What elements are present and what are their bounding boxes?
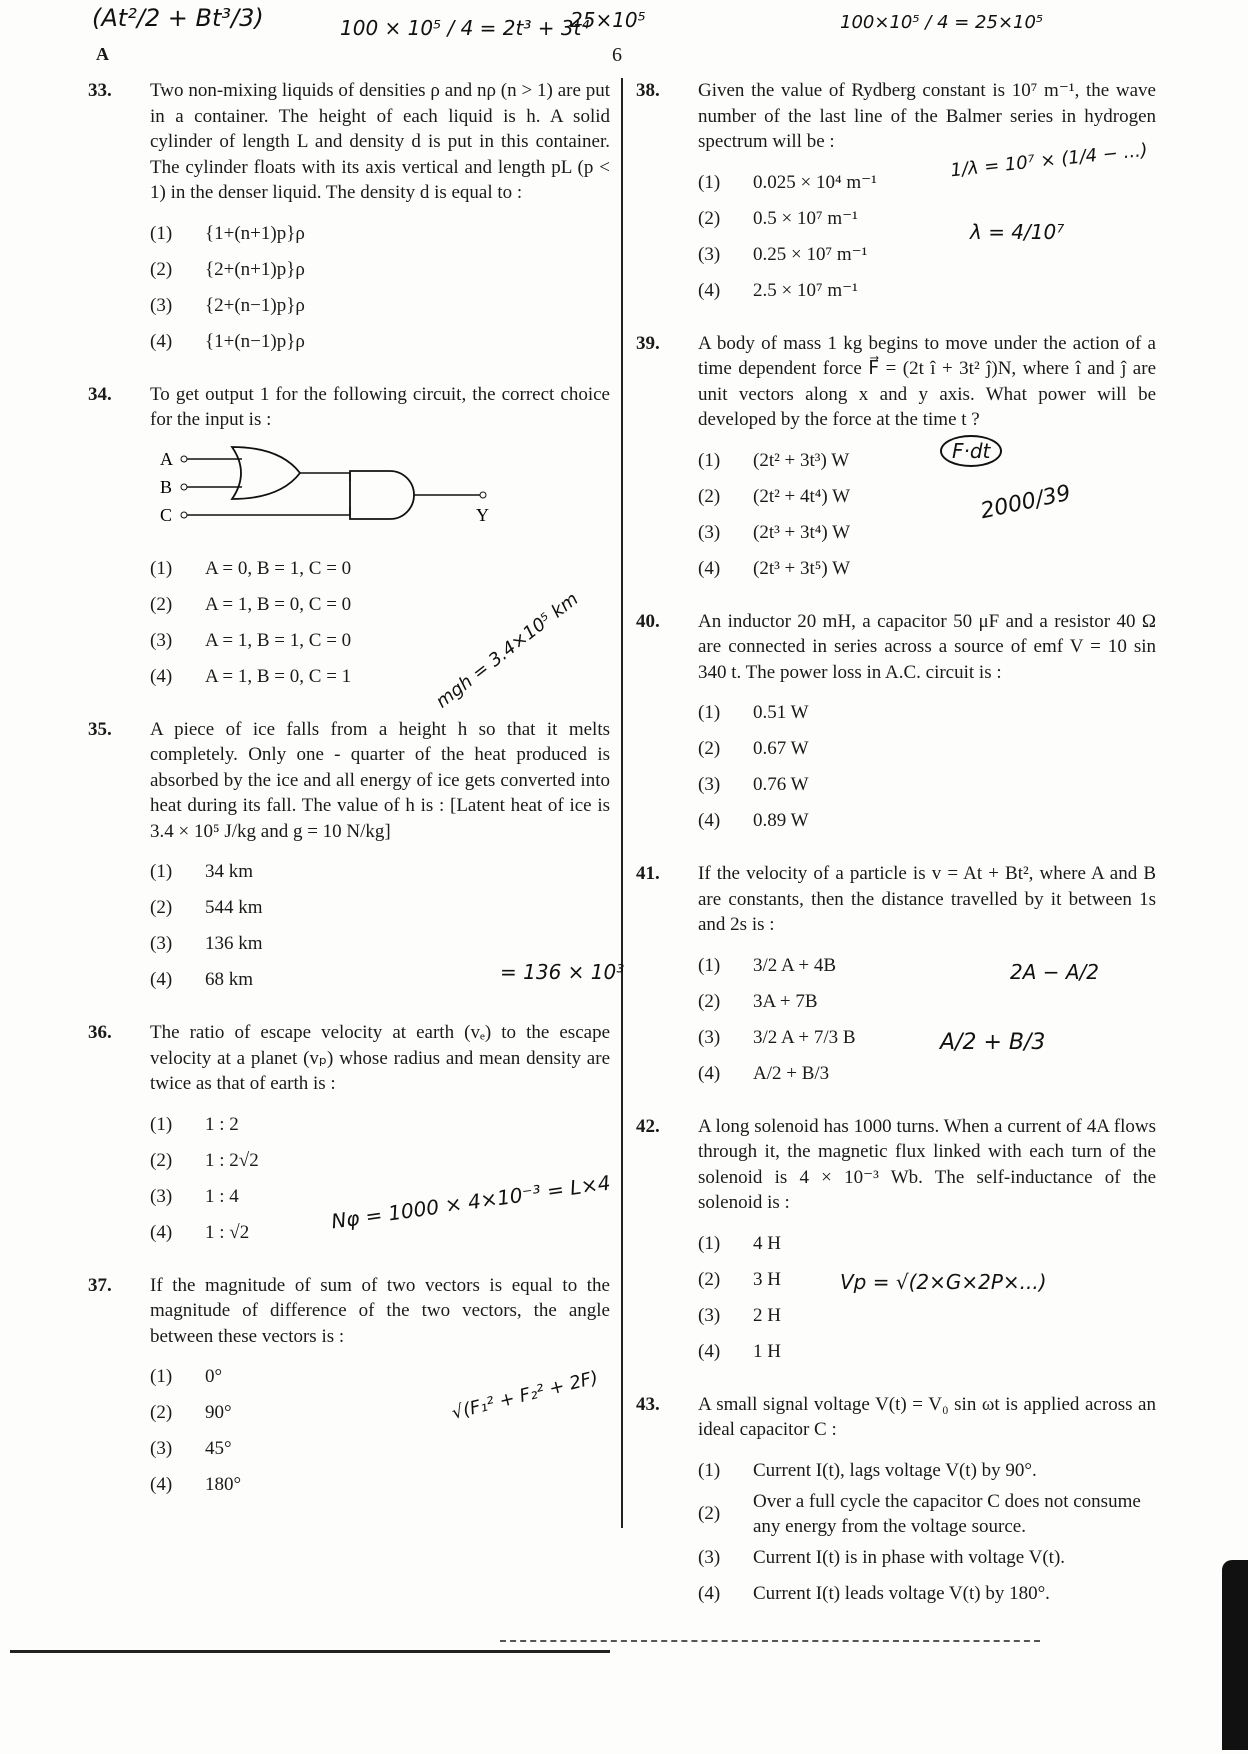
option-4[interactable]: (4) {1+(n−1)p}ρ: [150, 330, 305, 352]
options: [150, 1107, 610, 1251]
options: [698, 695, 1156, 839]
question-number: 34.: [88, 383, 112, 405]
handwritten-note-q36: Nφ = 1000 × 4×10⁻³ = L×4: [329, 1170, 612, 1234]
question-39: [636, 331, 1156, 587]
handwritten-note-top-right: 25×10⁵: [570, 8, 646, 32]
question-number: 33.: [88, 80, 112, 101]
option-3[interactable]: (3) {2+(n−1)p}ρ: [150, 294, 305, 316]
option-3[interactable]: (3) (2t³ + 3t⁴) W: [698, 521, 851, 543]
option-4[interactable]: (4) A/2 + B/3: [698, 1062, 830, 1084]
option-3[interactable]: (3) 1 : 4: [150, 1185, 239, 1207]
option-1[interactable]: (1) 34 km: [150, 861, 254, 883]
option-4[interactable]: (4) 180°: [150, 1474, 242, 1496]
options: [698, 165, 1156, 309]
logic-circuit-diagram: [150, 441, 610, 541]
question-number: 38.: [636, 80, 660, 101]
question-number: 41.: [636, 863, 660, 884]
footer-rule: [10, 1650, 610, 1653]
option-4[interactable]: (4) 0.89 W: [698, 810, 809, 832]
option-3[interactable]: (3) 45°: [150, 1438, 232, 1460]
input-b-label: B: [160, 476, 173, 497]
question-text: The ratio of escape velocity at earth (vₑ) to the escape velocity at a planet (vₚ) whose radius and mean density are twice as that of earth is :: [150, 1022, 610, 1094]
option-3[interactable]: (3) 3/2 A + 7/3 B: [698, 1026, 856, 1048]
handwritten-note-q37: √(F₁² + F₂² + 2F): [449, 1367, 601, 1424]
option-1[interactable]: (1) A = 0, B = 1, C = 0: [150, 557, 352, 579]
option-1[interactable]: (1) {1+(n+1)p}ρ: [150, 222, 305, 244]
handwritten-note-q39: F·dt: [940, 435, 1002, 467]
handwritten-note-q35: = 136 × 10³: [500, 960, 625, 984]
question-number: 39.: [636, 332, 660, 354]
option-4[interactable]: (4) (2t³ + 3t⁵) W: [698, 557, 851, 579]
option-4[interactable]: (4) 1 H: [698, 1340, 781, 1362]
handwritten-note-top-left: (At²/2 + Bt³/3): [92, 4, 264, 32]
question-text: Given the value of Rydberg constant is 10⁷ m⁻¹, the wave number of the last line of the Balmer series in hydrogen spectrum will be :: [698, 80, 1156, 152]
option-3[interactable]: (3) 2 H: [698, 1304, 781, 1326]
option-3[interactable]: (3) 136 km: [150, 933, 263, 955]
question-text: Two non-mixing liquids of densities ρ and nρ (n > 1) are put in a container. The height of each liquid is h. A solid cylinder of length L and density d is put in this container. The cylinder floats with its axis vertical and length pL (p < 1) in the denser liquid. The density d is equal to :: [150, 80, 610, 203]
options: [698, 1453, 1156, 1612]
option-1[interactable]: (1) 1 : 2: [150, 1113, 239, 1135]
handwritten-note-q41-b: 2A − A/2: [1010, 960, 1100, 984]
option-1[interactable]: (1) Current I(t), lags voltage V(t) by 90°.: [698, 1459, 1037, 1481]
handwritten-note-q39-b: 2000/39: [978, 480, 1074, 525]
question-text: A body of mass 1 kg begins to move under the action of a time dependent force F⃗ = (2t î + 3t² ĵ)N, where î and ĵ are unit vectors along x and y axis. What power will be developed by the force at the time t ?: [698, 332, 1156, 430]
option-2[interactable]: (2) A = 1, B = 0, C = 0: [150, 593, 352, 615]
option-3[interactable]: (3) 0.76 W: [698, 774, 809, 796]
input-c-label: C: [160, 504, 173, 525]
question-number: 36.: [88, 1022, 112, 1043]
left-column: [88, 78, 610, 1525]
option-1[interactable]: (1) 0.025 × 10⁴ m⁻¹: [698, 171, 877, 193]
option-4[interactable]: (4) 2.5 × 10⁷ m⁻¹: [698, 279, 858, 301]
handwritten-note-q34: mgh = 3.4×10⁵ km: [432, 588, 583, 713]
option-2[interactable]: (2) 1 : 2√2: [150, 1149, 259, 1171]
option-4[interactable]: (4) 68 km: [150, 969, 254, 991]
right-column: [636, 78, 1156, 1634]
option-3[interactable]: (3) 0.25 × 10⁷ m⁻¹: [698, 243, 868, 265]
question-text: To get output 1 for the following circuit, the correct choice for the input is :: [150, 383, 610, 430]
handwritten-note-q38: 1/λ = 10⁷ × (1/4 − ...): [949, 139, 1149, 182]
handwritten-note-q41: A/2 + B/3: [940, 1030, 1046, 1055]
question-34: [88, 382, 610, 695]
option-3[interactable]: (3) A = 1, B = 1, C = 0: [150, 629, 352, 651]
option-2[interactable]: (2) 90°: [150, 1402, 232, 1424]
options: [698, 443, 1156, 587]
question-text: If the magnitude of sum of two vectors is equal to the magnitude of difference of the two vectors, the angle between these vectors is :: [150, 1274, 610, 1347]
question-text: A small signal voltage V(t) = V₀ sin ωt is applied across an ideal capacitor C :: [698, 1393, 1156, 1440]
output-y-label: Y: [476, 504, 489, 525]
handwritten-note-q38-b: λ = 4/10⁷: [970, 220, 1065, 244]
question-text: If the velocity of a particle is v = At + Bt², where A and B are constants, then the distance travelled by it between 1s and 2s is :: [698, 863, 1156, 935]
option-2[interactable]: (2) {2+(n+1)p}ρ: [150, 258, 305, 280]
or-gate: [232, 447, 300, 499]
question-35: [88, 717, 610, 999]
option-2[interactable]: (2) 544 km: [150, 897, 263, 919]
or-and-gate-circuit: [150, 441, 570, 541]
option-2[interactable]: (2) 3A + 7B: [698, 990, 818, 1012]
question-number: 42.: [636, 1115, 660, 1137]
handwritten-note-top-far-right: 100×10⁵ / 4 = 25×10⁵: [840, 12, 1044, 33]
question-number: 37.: [88, 1274, 112, 1296]
option-4[interactable]: (4) Current I(t) leads voltage V(t) by 180°.: [698, 1582, 1050, 1604]
page-binding-edge: [1222, 1560, 1248, 1750]
question-number: 35.: [88, 718, 112, 740]
question-38: [636, 78, 1156, 309]
page-number: 6: [612, 44, 622, 66]
option-2[interactable]: (2) (2t² + 4t⁴) W: [698, 485, 851, 507]
option-1[interactable]: (1) 4 H: [698, 1232, 781, 1254]
options: [698, 1226, 1156, 1370]
option-3[interactable]: (3) Current I(t) is in phase with voltage V(t).: [698, 1546, 1066, 1568]
option-2[interactable]: (2) 3 H: [698, 1268, 781, 1290]
set-letter: A: [96, 44, 109, 64]
question-42: [636, 1114, 1156, 1370]
footer-dashed-rule: [500, 1640, 1040, 1642]
question-43: [636, 1392, 1156, 1612]
option-1[interactable]: (1) 0°: [150, 1366, 223, 1388]
option-4[interactable]: (4) A = 1, B = 0, C = 1: [150, 665, 352, 687]
question-number: 43.: [636, 1393, 660, 1415]
question-33: [88, 78, 610, 360]
option-4[interactable]: (4) 1 : √2: [150, 1221, 250, 1243]
question-text: A long solenoid has 1000 turns. When a current of 4A flows through it, the magnetic flux linked with each turn of the solenoid is 4 × 10⁻³ Wb. The self-inductance of the solenoid is :: [698, 1115, 1156, 1213]
question-text: A piece of ice falls from a height h so that it melts completely. Only one - quarter of the heat produced is absorbed by the ice and all energy of ice gets converted into heat during its fall. The value of h is : [Latent heat of ice is 3.4 × 10⁵ J/kg and g = 10 N/kg]: [150, 718, 610, 842]
handwritten-note-top-mid: 100 × 10⁵ / 4 = 2t³ + 3t⁴: [340, 16, 590, 40]
and-gate: [350, 471, 414, 519]
option-2[interactable]: (2) 0.67 W: [698, 738, 809, 760]
input-a-label: A: [160, 448, 173, 469]
column-divider: [621, 78, 623, 1528]
option-1[interactable]: (1) (2t² + 3t³) W: [698, 449, 850, 471]
option-1[interactable]: (1) 0.51 W: [698, 702, 809, 724]
handwritten-note-q42: Vp = √(2×G×2P×...): [840, 1270, 1047, 1294]
options: [150, 216, 610, 360]
question-text: An inductor 20 mH, a capacitor 50 μF and a resistor 40 Ω are connected in series across a source of emf V = 10 sin 340 t. The power loss in A.C. circuit is :: [698, 610, 1156, 683]
option-2[interactable]: (2) Over a full cycle the capacitor C does not consume any energy from the voltage source.: [698, 1490, 1141, 1537]
option-2[interactable]: (2) 0.5 × 10⁷ m⁻¹: [698, 207, 858, 229]
option-1[interactable]: (1) 3/2 A + 4B: [698, 954, 837, 976]
question-40: [636, 609, 1156, 840]
question-number: 40.: [636, 610, 660, 632]
